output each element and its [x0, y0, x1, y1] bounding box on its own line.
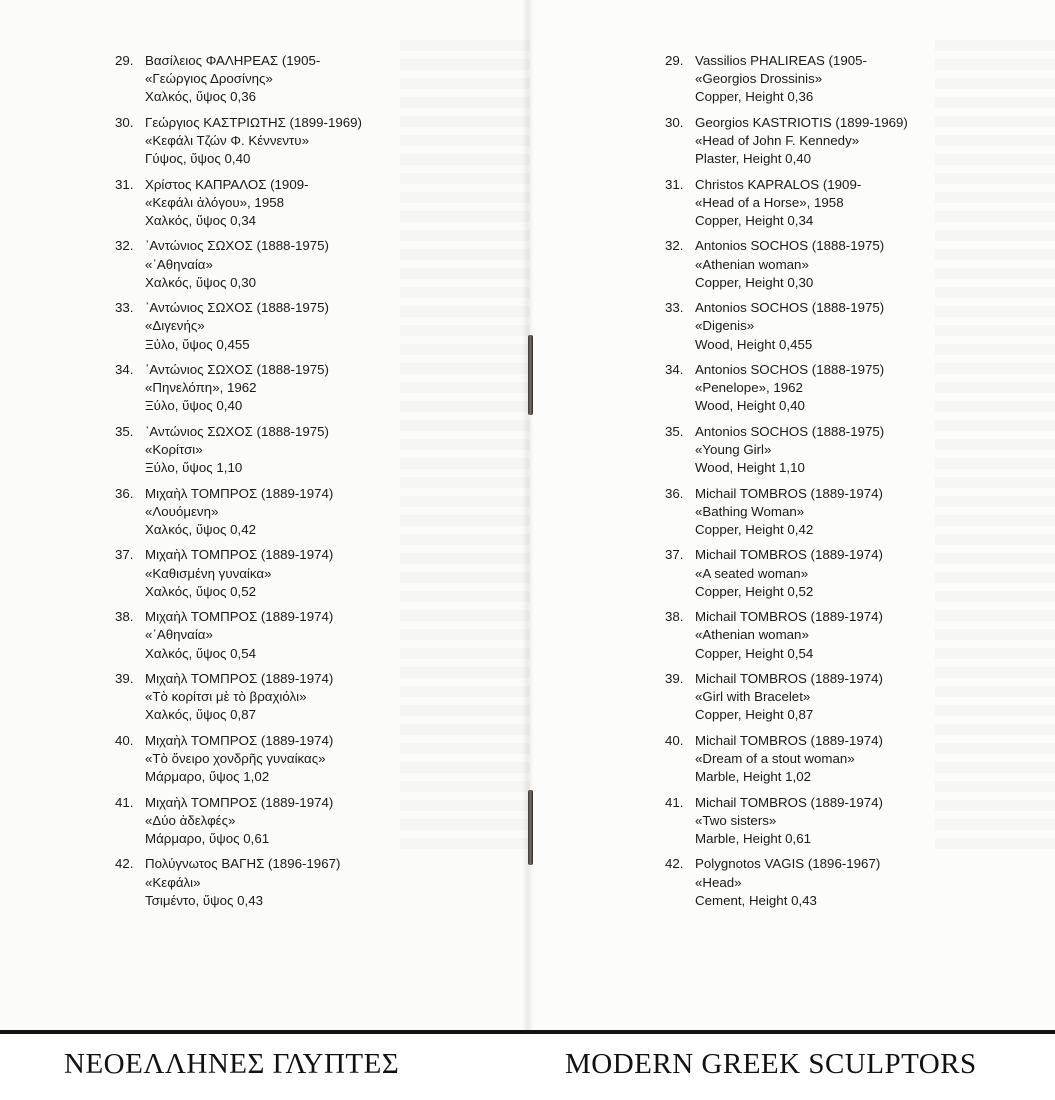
- entry-title: «Dream of a stout woman»: [695, 750, 855, 766]
- entry-lines: [145, 670, 333, 725]
- entry-lines: [695, 299, 884, 354]
- staple-top: [528, 335, 533, 415]
- entry-artist: Michail TOMBROS (1889-1974): [695, 547, 883, 563]
- entry-number: 36.: [115, 485, 134, 501]
- entry-material: Plaster, Height 0,40: [695, 151, 812, 167]
- entry-artist: Μιχαὴλ ΤΟΜΠΡΟΣ (1889-1974): [145, 732, 334, 748]
- staple-bottom: [528, 790, 533, 865]
- entry-artist: Michail TOMBROS (1889-1974): [695, 732, 883, 748]
- entry-lines: [145, 52, 320, 107]
- entry-artist: Μιχαὴλ ΤΟΜΠΡΟΣ (1889-1974): [145, 485, 334, 501]
- catalog-entry: [665, 855, 995, 910]
- entry-title: «᾿Αθηναία»: [145, 256, 213, 272]
- entry-title: «Δύο ἀδελφές»: [145, 812, 236, 828]
- entry-lines: [145, 546, 333, 601]
- entry-material: Χαλκός, ὕψος 0,52: [145, 583, 257, 599]
- entry-lines: [695, 855, 880, 910]
- entry-lines: [695, 670, 883, 725]
- entry-artist: Χρίστος ΚΑΠΡΑΛΟΣ (1909-: [145, 176, 309, 192]
- entry-artist: ᾿Αντώνιος ΣΩΧΟΣ (1888-1975): [145, 300, 329, 316]
- entry-material: Μάρμαρο, ὕψος 0,61: [145, 830, 270, 846]
- catalog-entry: [115, 423, 445, 478]
- entry-lines: [145, 176, 309, 231]
- entry-artist: Michail TOMBROS (1889-1974): [695, 609, 883, 625]
- entry-material: Ξύλο, ὕψος 0,40: [145, 398, 243, 414]
- catalog-entry: [665, 670, 995, 725]
- entry-lines: [695, 361, 884, 416]
- entry-artist: Βασίλειος ΦΑΛΗΡΕΑΣ (1905-: [145, 53, 321, 68]
- entry-artist: Vassilios PHALIREAS (1905-: [695, 53, 867, 68]
- entry-title: «Head of John F. Kennedy»: [695, 133, 860, 148]
- entry-lines: [145, 608, 333, 663]
- entry-material: Copper, Height 0,30: [695, 274, 814, 290]
- entry-material: Wood, Height 1,10: [695, 460, 805, 476]
- entry-title: «A seated woman»: [695, 565, 809, 581]
- entry-artist: Antonios SOCHOS (1888-1975): [695, 361, 885, 377]
- entry-artist: Μιχαὴλ ΤΟΜΠΡΟΣ (1889-1974): [145, 670, 334, 686]
- entry-material: Ξύλο, ὕψος 0,455: [145, 336, 250, 352]
- entry-number: 29.: [665, 53, 684, 68]
- entry-title: «Head of a Horse», 1958: [695, 194, 844, 210]
- entry-artist: Michail TOMBROS (1889-1974): [695, 485, 883, 501]
- catalog-entry: [115, 794, 445, 849]
- entry-number: 33.: [665, 300, 684, 316]
- entry-title: «Georgios Drossinis»: [695, 71, 823, 87]
- entry-artist: Μιχαὴλ ΤΟΜΠΡΟΣ (1889-1974): [145, 794, 334, 810]
- entry-number: 35.: [665, 423, 684, 439]
- entry-number: 39.: [115, 670, 134, 686]
- entry-title: «Young Girl»: [695, 441, 772, 457]
- entry-lines: [145, 423, 329, 478]
- entry-title: «Τὸ κορίτσι μὲ τὸ βραχιόλι»: [145, 689, 307, 705]
- entry-title: «Athenian woman»: [695, 627, 809, 643]
- catalog-entry: [115, 299, 445, 354]
- english-entries-list: [665, 52, 995, 917]
- catalog-entry: [665, 794, 995, 849]
- entry-material: Copper, Height 0,34: [695, 213, 814, 228]
- entry-lines: [145, 237, 329, 292]
- entry-title: «Γεώργιος Δροσίνης»: [145, 71, 273, 87]
- entry-lines: [695, 423, 884, 478]
- entry-number: 30.: [115, 114, 134, 130]
- entry-title: «Πηνελόπη», 1962: [145, 380, 257, 396]
- entry-artist: Μιχαὴλ ΤΟΜΠΡΟΣ (1889-1974): [145, 609, 334, 625]
- entry-lines: [145, 794, 333, 849]
- catalog-entry: [665, 608, 995, 663]
- entry-artist: Antonios SOCHOS (1888-1975): [695, 238, 885, 254]
- entry-material: Χαλκός, ὕψος 0,36: [145, 89, 257, 105]
- entry-number: 40.: [665, 732, 684, 748]
- catalog-entry: [115, 237, 445, 292]
- entry-title: «Κεφάλι ἀλόγου», 1958: [145, 194, 285, 210]
- entry-number: 42.: [115, 856, 134, 872]
- entry-material: Cement, Height 0,43: [695, 892, 817, 908]
- entry-artist: Michail TOMBROS (1889-1974): [695, 794, 883, 810]
- greek-entries-list: [115, 52, 445, 917]
- entry-title: «Κορίτσι»: [145, 441, 203, 457]
- entry-title: «᾿Αθηναία»: [145, 627, 213, 643]
- entry-material: Marble, Height 1,02: [695, 769, 812, 785]
- entry-lines: [695, 546, 883, 601]
- entry-artist: Christos KAPRALOS (1909-: [695, 176, 862, 192]
- entry-artist: ᾿Αντώνιος ΣΩΧΟΣ (1888-1975): [145, 423, 329, 439]
- entry-title: «Head»: [695, 874, 742, 890]
- entry-number: 34.: [115, 361, 134, 377]
- entry-title: «Κεφάλι Τζών Φ. Κέννεντυ»: [145, 133, 309, 148]
- entry-title: «Τὸ ὄνειρο χονδρῆς γυναίκας»: [145, 750, 326, 766]
- entry-material: Copper, Height 0,36: [695, 89, 814, 105]
- catalog-entry: [115, 114, 445, 169]
- entry-material: Τσιμέντο, ὕψος 0,43: [145, 892, 264, 908]
- entry-number: 40.: [115, 732, 134, 748]
- catalog-entry: [115, 608, 445, 663]
- entry-material: Μάρμαρο, ὕψος 1,02: [145, 769, 270, 785]
- entry-number: 37.: [115, 547, 134, 563]
- catalog-entry: [665, 423, 995, 478]
- entry-number: 39.: [665, 670, 684, 686]
- entry-artist: Γεώργιος ΚΑΣΤΡΙΩΤΗΣ (1899-1969): [145, 114, 362, 130]
- entry-lines: [695, 237, 884, 292]
- entry-number: 35.: [115, 423, 134, 439]
- entry-artist: Georgios KASTRIOTIS (1899-1969): [695, 114, 908, 130]
- entry-title: «Penelope», 1962: [695, 380, 803, 396]
- entry-artist: Πολύγνωτος ΒΑΓΗΣ (1896-1967): [145, 856, 341, 872]
- entry-number: 32.: [665, 238, 684, 254]
- entry-lines: [695, 52, 867, 107]
- entry-title: «Κεφάλι»: [145, 874, 201, 890]
- entry-material: Χαλκός, ὕψος 0,42: [145, 521, 257, 537]
- entry-lines: [695, 485, 883, 540]
- greek-title: ΝΕΟΕΛΛΗΝΕΣ ΓΛΥΠΤΕΣ: [64, 1048, 400, 1080]
- entry-title: «Digenis»: [695, 318, 755, 334]
- entry-material: Χαλκός, ὕψος 0,34: [145, 213, 257, 228]
- entry-lines: [145, 361, 329, 416]
- catalog-entry: [115, 361, 445, 416]
- entry-lines: [695, 608, 883, 663]
- entry-artist: ᾿Αντώνιος ΣΩΧΟΣ (1888-1975): [145, 238, 329, 254]
- catalog-entry: [665, 176, 995, 231]
- gutter: [522, 0, 534, 1030]
- catalog-entry: [665, 237, 995, 292]
- entry-material: Wood, Height 0,40: [695, 398, 805, 414]
- entry-lines: [695, 794, 883, 849]
- entry-material: Copper, Height 0,87: [695, 707, 814, 723]
- entry-number: 32.: [115, 238, 134, 254]
- entry-material: Wood, Height 0,455: [695, 336, 813, 352]
- entry-number: 33.: [115, 300, 134, 316]
- entry-lines: [145, 299, 329, 354]
- entry-title: «Λουόμενη»: [145, 503, 219, 519]
- entry-artist: Antonios SOCHOS (1888-1975): [695, 300, 885, 316]
- entry-number: 34.: [665, 361, 684, 377]
- entry-material: Copper, Height 0,54: [695, 645, 814, 661]
- entry-material: Copper, Height 0,52: [695, 583, 814, 599]
- catalog-entry: [665, 546, 995, 601]
- catalog-entry: [665, 485, 995, 540]
- entry-material: Χαλκός, ὕψος 0,54: [145, 645, 257, 661]
- english-title: MODERN GREEK SCULPTORS: [565, 1048, 977, 1080]
- entry-number: 36.: [665, 485, 684, 501]
- entry-title: «Girl with Bracelet»: [695, 689, 811, 705]
- entry-title: «Two sisters»: [695, 812, 777, 828]
- entry-number: 42.: [665, 856, 684, 872]
- entry-lines: [695, 176, 861, 231]
- entry-artist: ᾿Αντώνιος ΣΩΧΟΣ (1888-1975): [145, 361, 329, 377]
- entry-lines: [145, 732, 333, 787]
- entry-number: 31.: [115, 176, 134, 192]
- entry-title: «Bathing Woman»: [695, 503, 805, 519]
- entry-number: 38.: [665, 609, 684, 625]
- entry-number: 37.: [665, 547, 684, 563]
- catalog-entry: [665, 732, 995, 787]
- entry-material: Γύψος, ὕψος 0,40: [145, 151, 251, 167]
- catalog-entry: [115, 176, 445, 231]
- entry-number: 41.: [665, 794, 684, 810]
- catalog-entry: [115, 855, 445, 910]
- catalog-entry: [665, 361, 995, 416]
- entry-artist: Μιχαὴλ ΤΟΜΠΡΟΣ (1889-1974): [145, 547, 334, 563]
- catalog-entry: [115, 52, 445, 107]
- entry-artist: Michail TOMBROS (1889-1974): [695, 670, 883, 686]
- entry-artist: Polygnotos VAGIS (1896-1967): [695, 856, 881, 872]
- entry-title: «Athenian woman»: [695, 256, 809, 272]
- entry-material: Copper, Height 0,42: [695, 521, 814, 537]
- entry-number: 41.: [115, 794, 134, 810]
- catalog-entry: [115, 546, 445, 601]
- entry-lines: [695, 732, 883, 787]
- entry-material: Marble, Height 0,61: [695, 830, 812, 846]
- catalog-entry: [115, 732, 445, 787]
- entry-lines: [145, 485, 333, 540]
- catalog-entry: [115, 670, 445, 725]
- entry-title: «Διγενής»: [145, 318, 205, 334]
- entry-lines: [145, 855, 340, 910]
- catalog-entry: [665, 114, 995, 169]
- entry-title: «Καθισμένη γυναίκα»: [145, 565, 272, 581]
- entry-number: 30.: [665, 114, 684, 130]
- entry-artist: Antonios SOCHOS (1888-1975): [695, 423, 885, 439]
- entry-material: Ξύλο, ὕψος 1,10: [145, 460, 243, 476]
- entry-lines: [695, 114, 908, 169]
- entry-number: 31.: [665, 176, 684, 192]
- catalog-entry: [115, 485, 445, 540]
- catalog-entry: [665, 299, 995, 354]
- entry-lines: [145, 114, 362, 169]
- entry-number: 38.: [115, 609, 134, 625]
- catalog-entry: [665, 52, 995, 107]
- entry-material: Χαλκός, ὕψος 0,30: [145, 274, 257, 290]
- entry-number: 29.: [115, 53, 134, 68]
- entry-material: Χαλκός, ὕψος 0,87: [145, 707, 257, 723]
